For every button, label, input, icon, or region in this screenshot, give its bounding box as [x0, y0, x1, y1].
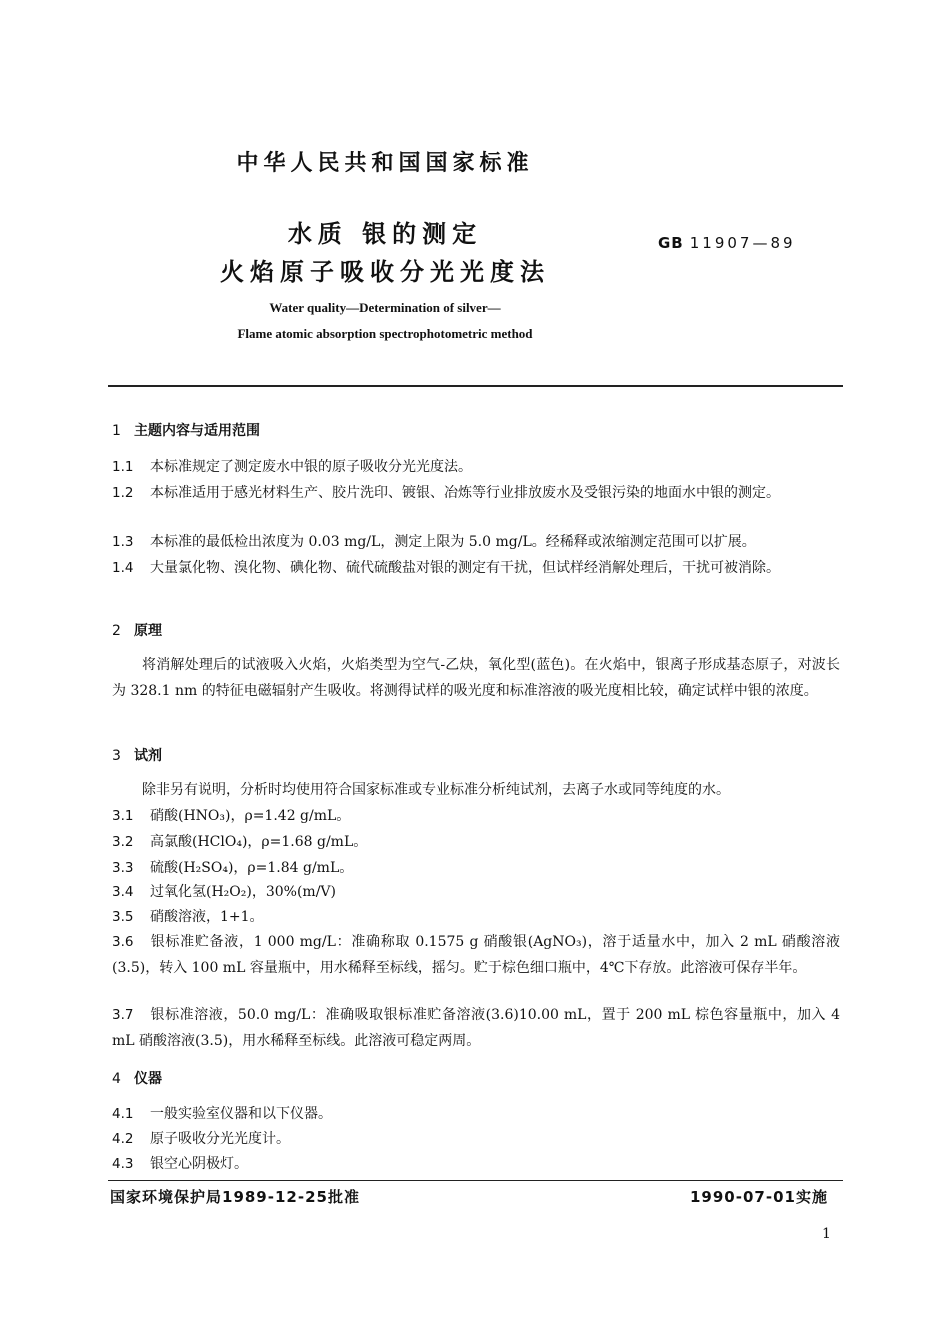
clause-3-2: 3.2 高氯酸(HClO₄)，ρ=1.68 g/mL。 [112, 834, 368, 850]
clause-3-7: 3.7 银标准溶液，50.0 mg/L：准确吸取银标准贮备溶液(3.6)10.00 mL，置于 200 mL 棕色容量瓶中，加入 4 mL 硝酸溶液(3.5)，用水稀释至标线。此溶液可稳定两周。 [112, 1007, 840, 1049]
clause-4-3: 4.3 银空心阴极灯。 [112, 1156, 248, 1172]
national-standard-header: 中华人民共和国国家标准 [236, 151, 534, 176]
clause-4-1: 4.1 一般实验室仪器和以下仪器。 [112, 1106, 332, 1122]
clause-3-3: 3.3 硫酸(H₂SO₄)，ρ=1.84 g/mL。 [112, 860, 354, 876]
section-4-heading: 4 仪器 [112, 1071, 162, 1087]
reagents-intro: 除非另有说明，分析时均使用符合国家标准或专业标准分析纯试剂，去离子水或同等纯度的水。 [142, 782, 730, 798]
clause-4-2: 4.2 原子吸收分光光度计。 [112, 1131, 290, 1147]
approval-date: 国家环境保护局1989-12-25批准 [110, 1188, 360, 1206]
clause-1-4: 1.4 大量氯化物、溴化物、碘化物、硫代硫酸盐对银的测定有干扰，但试样经消解处理后，干扰可被消除。 [112, 560, 780, 576]
section-2-heading: 2 原理 [112, 623, 162, 639]
clause-3-1: 3.1 硝酸(HNO₃)，ρ=1.42 g/mL。 [112, 808, 351, 824]
clause-1-3: 1.3 本标准的最低检出浓度为 0.03 mg/L，测定上限为 5.0 mg/L。经稀释或浓缩测定范围可以扩展。 [112, 534, 756, 550]
clause-1-2: 1.2 本标准适用于感光材料生产、胶片洗印、镀银、冶炼等行业排放废水及受银污染的地面水中银的测定。 [112, 485, 780, 501]
footer-rule [108, 1180, 843, 1181]
title-cn-line2: 火焰原子吸收分光光度法 [220, 258, 550, 286]
section-title: 主题内容与适用范围 [134, 423, 260, 439]
section-1-heading [112, 420, 260, 440]
header-rule [108, 385, 843, 387]
title-en-line1: Water quality—Determination of silver— [269, 300, 501, 315]
gb-number: 11907—89 [689, 234, 796, 252]
clause-3-4: 3.4 过氧化氢(H₂O₂)，30%(m/V) [112, 884, 336, 900]
clause-3-5: 3.5 硝酸溶液，1+1。 [112, 909, 264, 925]
clause-3-6: 3.6 银标准贮备液，1 000 mg/L：准确称取 0.1575 g 硝酸银(AgNO₃)，溶于适量水中，加入 2 mL 硝酸溶液(3.5)，转入 100 mL 容量瓶中，用水稀释至标线，摇匀。贮于棕色细口瓶中，4℃下存放。此溶液可保存半年。 [112, 934, 840, 976]
principle-paragraph: 将消解处理后的试液吸入火焰，火焰类型为空气-乙炔，氧化型(蓝色)。在火焰中，银离子形成基态原子，对波长为 328.1 nm 的特征电磁辐射产生吸收。将测得试样的吸光度和标准溶液的吸光度相比较，确定试样中银的浓度。 [112, 657, 840, 699]
section-3-heading: 3 试剂 [112, 748, 162, 764]
gb-prefix: GB [658, 234, 684, 252]
effective-date: 1990-07-01实施 [690, 1188, 828, 1206]
page-number: 1 [822, 1226, 831, 1242]
title-en-line2: Flame atomic absorption spectrophotometric method [237, 326, 533, 341]
title-cn-line1: 水质 银的测定 [287, 220, 483, 248]
gb-code [658, 234, 796, 252]
section-num: 1 [112, 423, 121, 439]
clause-1-1: 1.1 本标准规定了测定废水中银的原子吸收分光光度法。 [112, 459, 472, 475]
